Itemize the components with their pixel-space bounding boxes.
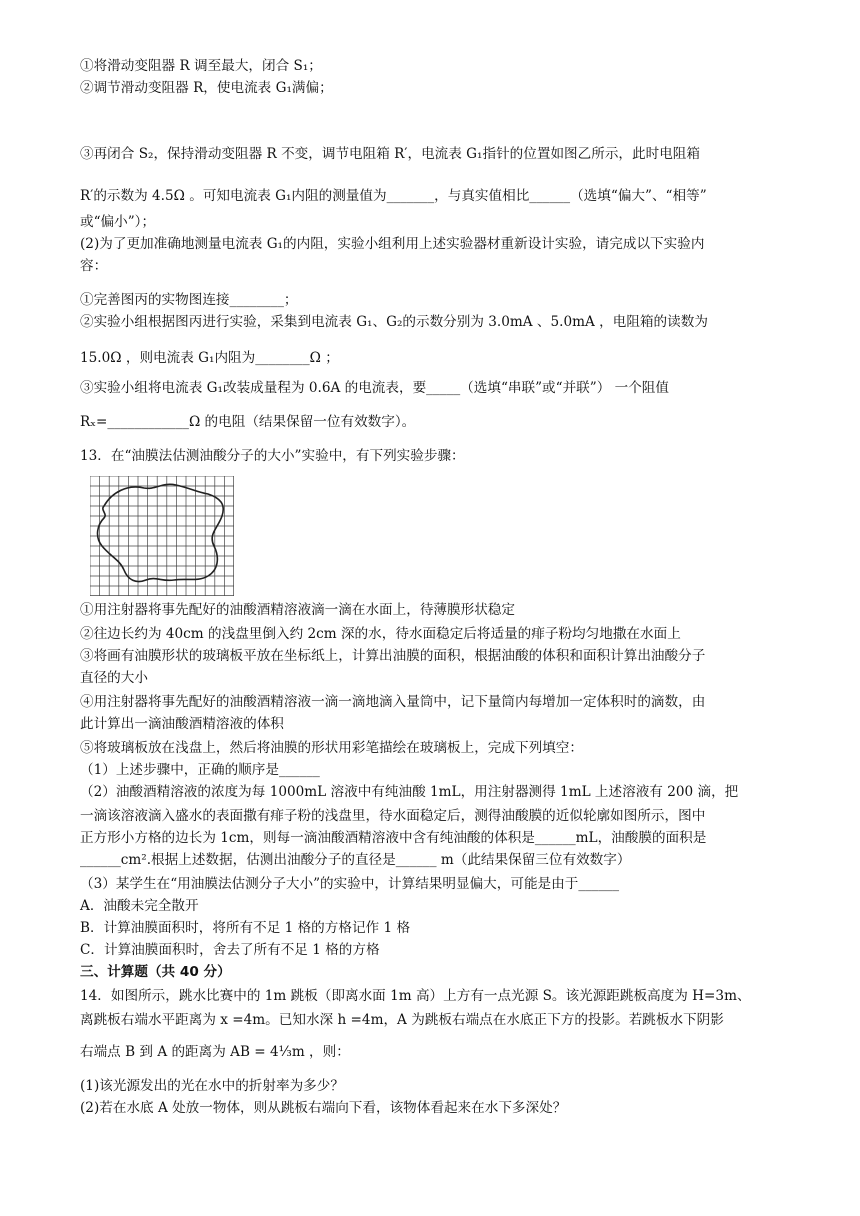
section-3-heading: 三、计算题（共 40 分） — [80, 964, 231, 980]
part-2-step-2: ②实验小组根据图丙进行实验，采集到电流表 G₁、G₂的示数分别为 3.0mA 、5.0mA ，电阻箱的读数为 — [80, 314, 708, 330]
part-2-step-2-cont: 15.0Ω ，则电流表 G₁内阻为________Ω ； — [80, 350, 339, 366]
option-a: A．油酸未完全散开 — [80, 898, 199, 914]
part-2-step-3-cont: Rₓ=____________Ω 的电阻（结果保留一位有效数字）。 — [80, 414, 416, 430]
option-b: B．计算油膜面积时，将所有不足 1 格的方格记作 1 格 — [80, 920, 411, 936]
oil-film-outline — [98, 484, 224, 581]
subquestion-3: （3）某学生在“用油膜法估测分子大小”的实验中，计算结果明显偏大，可能是由于______ — [80, 876, 620, 892]
subquestion-2-line-4: ______cm².根据上述数据，估测出油酸分子的直径是______ m（此结果保留三位有效数字） — [80, 852, 631, 868]
question-13-title: 13．在“油膜法估测油酸分子的大小”实验中，有下列实验步骤： — [80, 448, 465, 464]
option-c: C．计算油膜面积时，舍去了所有不足 1 格的方格 — [80, 942, 380, 958]
procedure-step-4: ④用注射器将事先配好的油酸酒精溶液一滴一滴地滴入量筒中，记下量筒内每增加一定体积时的滴数，由 — [80, 694, 706, 710]
procedure-step-4-cont: 此计算出一滴油酸酒精溶液的体积 — [80, 716, 284, 732]
part-2-intro-cont: 容： — [80, 258, 108, 274]
procedure-step-1: ①用注射器将事先配好的油酸酒精溶液滴一滴在水面上，待薄膜形状稳定 — [80, 602, 515, 618]
measurement-question: R′的示数为 4.5Ω 。可知电流表 G₁内阻的测量值为_______，与真实值相比______（选填“偏大”、“相等” — [80, 188, 707, 204]
question-14-part-2: (2)若在水底 A 处放一物体，则从跳板右端向下看，该物体看起来在水下多深处？ — [80, 1100, 567, 1116]
procedure-step-3-cont: 直径的大小 — [80, 670, 148, 686]
part-2-intro: (2)为了更加准确地测量电流表 G₁的内阻，实验小组利用上述实验器材重新设计实验，请完成以下实验内 — [80, 236, 705, 252]
part-2-step-3: ③实验小组将电流表 G₁改装成量程为 0.6A 的电流表，要_____（选填“串联”或“并联”） 一个阻值 — [80, 380, 669, 396]
step-2-text: ②调节滑动变阻器 R，使电流表 G₁满偏； — [80, 80, 333, 96]
question-14-line-3: 右端点 B 到 A 的距离为 AB = 4⅓m ，则： — [80, 1044, 350, 1060]
grid-svg — [90, 476, 234, 596]
step-1-text: ①将滑动变阻器 R 调至最大，闭合 S₁； — [80, 58, 322, 74]
measurement-question-cont: 或“偏小”）； — [80, 214, 156, 230]
question-14-part-1: (1)该光源发出的光在水中的折射率为多少？ — [80, 1078, 344, 1094]
procedure-step-5: ⑤将玻璃板放在浅盘上，然后将油膜的形状用彩笔描绘在玻璃板上，完成下列填空： — [80, 740, 583, 756]
step-3-text: ③再闭合 S₂，保持滑动变阻器 R 不变，调节电阻箱 R′，电流表 G₁指针的位置如图乙所示，此时电阻箱 — [80, 146, 700, 162]
oil-film-grid-figure — [90, 476, 234, 600]
question-14-line-2: 离跳板右端水平距离为 x =4m。已知水深 h =4m，A 为跳板右端点在水底正下方的投影。若跳板水下阴影 — [80, 1012, 724, 1028]
subquestion-2-line-3: 正方形小方格的边长为 1cm，则每一滴油酸酒精溶液中含有纯油酸的体积是______mL，油酸膜的面积是 — [80, 830, 707, 846]
subquestion-2-line-2: 一滴该溶液滴入盛水的表面撒有痱子粉的浅盘里，待水面稳定后，测得油酸膜的近似轮廓如图所示，图中 — [80, 808, 706, 824]
procedure-step-2: ②往边长约为 40cm 的浅盘里倒入约 2cm 深的水，待水面稳定后将适量的痱子粉均匀地撒在水面上 — [80, 626, 681, 642]
question-14-line-1: 14．如图所示，跳水比赛中的 1m 跳板（即离水面 1m 高）上方有一点光源 S。该光源距跳板高度为 H=3m、 — [80, 988, 751, 1004]
procedure-step-3: ③将画有油膜形状的玻璃板平放在坐标纸上，计算出油膜的面积，根据油酸的体积和面积计算出油酸分子 — [80, 648, 706, 664]
subquestion-2: （2）油酸酒精溶液的浓度为每 1000mL 溶液中有纯油酸 1mL，用注射器测得 1mL 上述溶液有 200 滴，把 — [80, 784, 739, 800]
subquestion-1: （1）上述步骤中，正确的顺序是______ — [80, 762, 320, 778]
part-2-step-1: ①完善图丙的实物图连接________； — [80, 292, 298, 308]
